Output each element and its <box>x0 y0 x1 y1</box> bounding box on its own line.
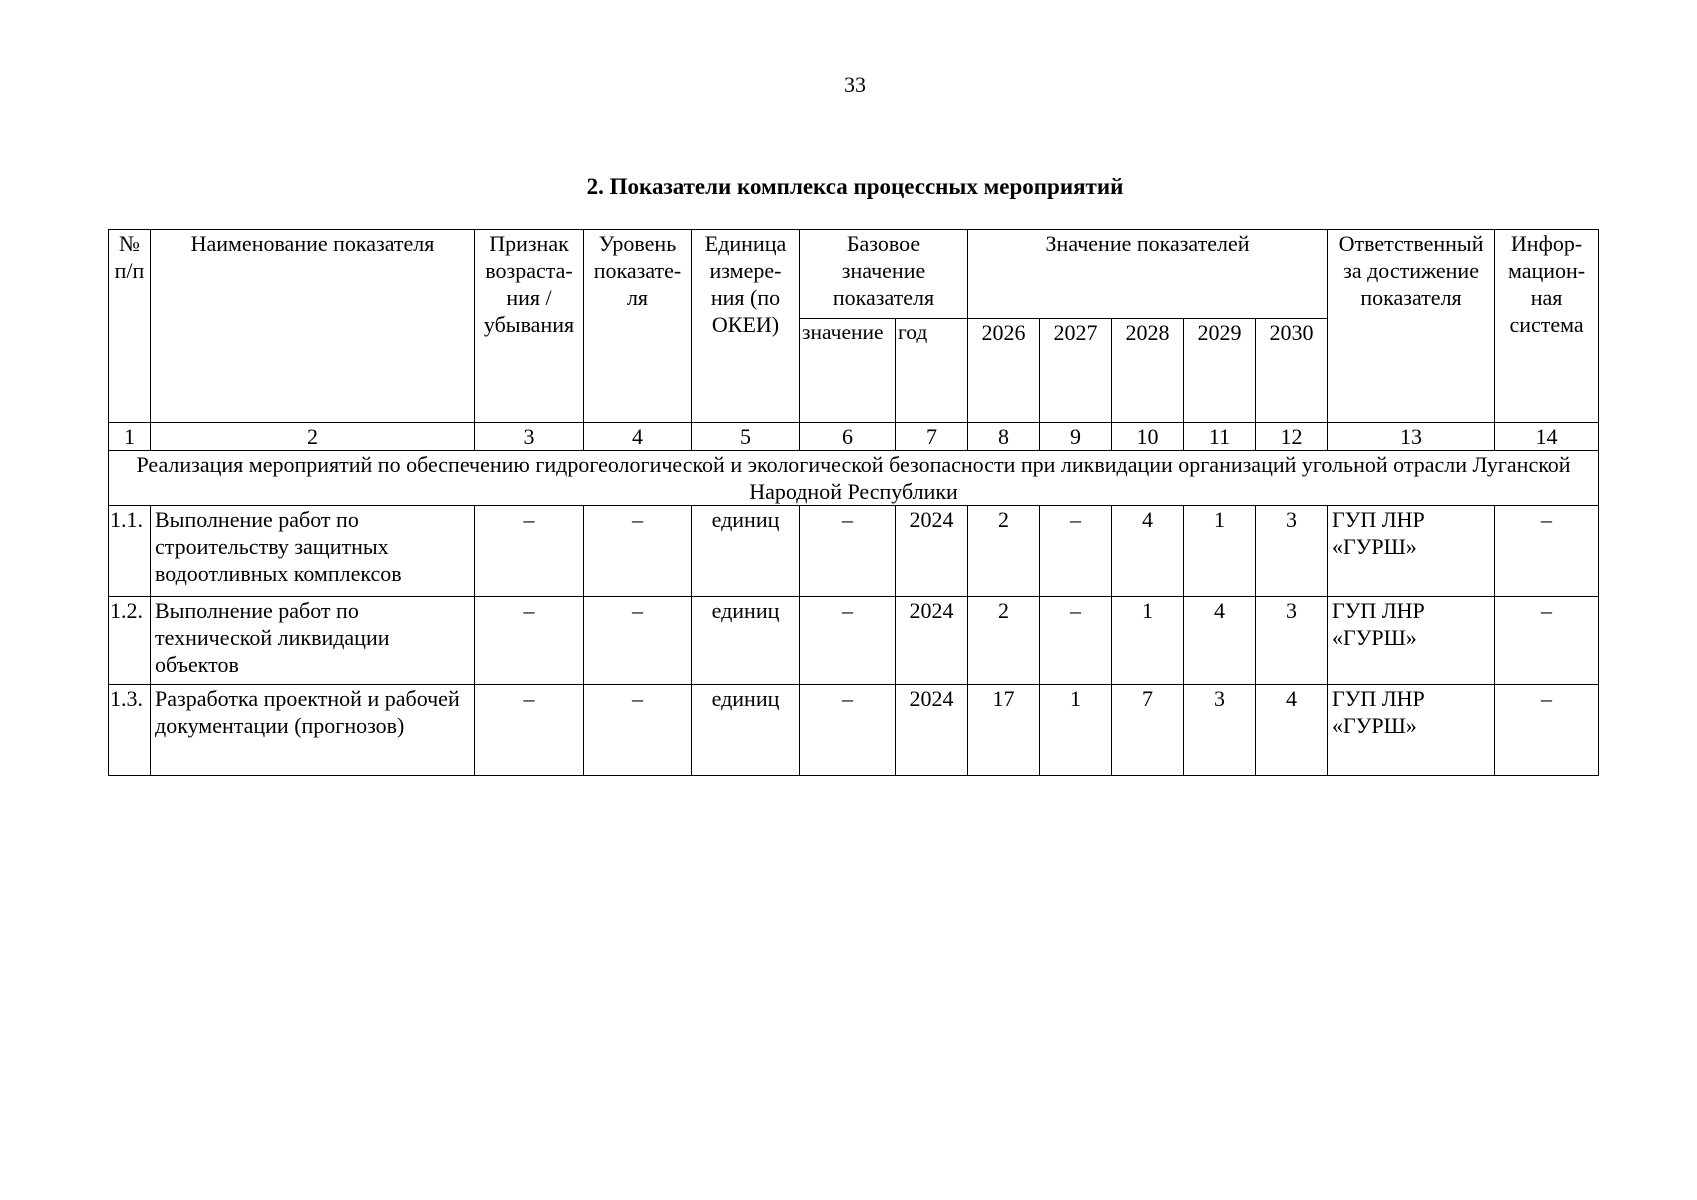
row-sign: – <box>475 597 584 685</box>
table-row <box>109 597 1599 685</box>
row-num: 1.3. <box>109 685 151 776</box>
header-level: Уровень показате-ля <box>584 230 692 423</box>
row-value-2027: 1 <box>1040 685 1112 776</box>
row-value-2030: 3 <box>1256 506 1328 597</box>
row-level: – <box>584 685 692 776</box>
column-numbers-row <box>109 423 1599 451</box>
row-responsible: ГУП ЛНР «ГУРШ» <box>1328 597 1495 685</box>
column-number: 14 <box>1495 423 1599 451</box>
row-value-2028: 7 <box>1112 685 1184 776</box>
column-number: 10 <box>1112 423 1184 451</box>
row-value-2026: 2 <box>968 597 1040 685</box>
row-level: – <box>584 597 692 685</box>
column-number: 6 <box>800 423 896 451</box>
row-value-2027: – <box>1040 506 1112 597</box>
row-base-year: 2024 <box>896 506 968 597</box>
section-title: Реализация мероприятий по обеспечению гидрогеологической и экологической безопасности при ликвидации организаций угольной отрасли Луганской Народной Республики <box>109 451 1599 506</box>
column-number: 11 <box>1184 423 1256 451</box>
header-base-year: год <box>896 319 968 423</box>
header-year-2030: 2030 <box>1256 319 1328 423</box>
indicators-table <box>108 229 1599 776</box>
row-value-2030: 4 <box>1256 685 1328 776</box>
row-unit: единиц <box>692 685 800 776</box>
row-num: 1.1. <box>109 506 151 597</box>
header-unit: Единица измере-ния (по ОКЕИ) <box>692 230 800 423</box>
column-number: 4 <box>584 423 692 451</box>
row-name: Разработка проектной и рабочей документации (прогнозов) <box>151 685 475 776</box>
column-number: 9 <box>1040 423 1112 451</box>
row-value-2028: 4 <box>1112 506 1184 597</box>
row-base-value: – <box>800 506 896 597</box>
column-number: 7 <box>896 423 968 451</box>
row-num: 1.2. <box>109 597 151 685</box>
row-base-year: 2024 <box>896 597 968 685</box>
table-row <box>109 506 1599 597</box>
row-unit: единиц <box>692 597 800 685</box>
row-value-2029: 1 <box>1184 506 1256 597</box>
row-sign: – <box>475 506 584 597</box>
header-responsible: Ответственный за достижение показателя <box>1328 230 1495 423</box>
column-number: 5 <box>692 423 800 451</box>
row-value-2028: 1 <box>1112 597 1184 685</box>
row-level: – <box>584 506 692 597</box>
header-row-top <box>109 230 1599 319</box>
column-number: 3 <box>475 423 584 451</box>
header-year-2027: 2027 <box>1040 319 1112 423</box>
row-value-2026: 2 <box>968 506 1040 597</box>
row-info-system: – <box>1495 597 1599 685</box>
header-info-system: Инфор-мацион-ная система <box>1495 230 1599 423</box>
row-sign: – <box>475 685 584 776</box>
header-year-2029: 2029 <box>1184 319 1256 423</box>
header-base: Базовое значение показателя <box>800 230 968 319</box>
row-base-value: – <box>800 597 896 685</box>
column-number: 13 <box>1328 423 1495 451</box>
row-value-2030: 3 <box>1256 597 1328 685</box>
header-sign: Признак возраста-ния / убывания <box>475 230 584 423</box>
column-number: 8 <box>968 423 1040 451</box>
column-number: 2 <box>151 423 475 451</box>
table-row <box>109 685 1599 776</box>
document-title: 2. Показатели комплекса процессных мероприятий <box>586 174 1124 199</box>
row-info-system: – <box>1495 685 1599 776</box>
header-year-2026: 2026 <box>968 319 1040 423</box>
row-base-value: – <box>800 685 896 776</box>
header-values: Значение показателей <box>968 230 1328 319</box>
row-responsible: ГУП ЛНР «ГУРШ» <box>1328 685 1495 776</box>
row-value-2026: 17 <box>968 685 1040 776</box>
header-num: № п/п <box>109 230 151 423</box>
row-base-year: 2024 <box>896 685 968 776</box>
row-info-system: – <box>1495 506 1599 597</box>
row-name: Выполнение работ по технической ликвидации объектов <box>151 597 475 685</box>
header-year-2028: 2028 <box>1112 319 1184 423</box>
page-number: 33 <box>844 72 866 97</box>
row-name: Выполнение работ по строительству защитных водоотливных комплексов <box>151 506 475 597</box>
row-value-2029: 3 <box>1184 685 1256 776</box>
column-number: 1 <box>109 423 151 451</box>
row-value-2027: – <box>1040 597 1112 685</box>
header-name: Наименование показателя <box>151 230 475 423</box>
section-header-row <box>109 451 1599 506</box>
header-base-value: значение <box>800 319 896 423</box>
row-responsible: ГУП ЛНР «ГУРШ» <box>1328 506 1495 597</box>
row-unit: единиц <box>692 506 800 597</box>
column-number: 12 <box>1256 423 1328 451</box>
row-value-2029: 4 <box>1184 597 1256 685</box>
